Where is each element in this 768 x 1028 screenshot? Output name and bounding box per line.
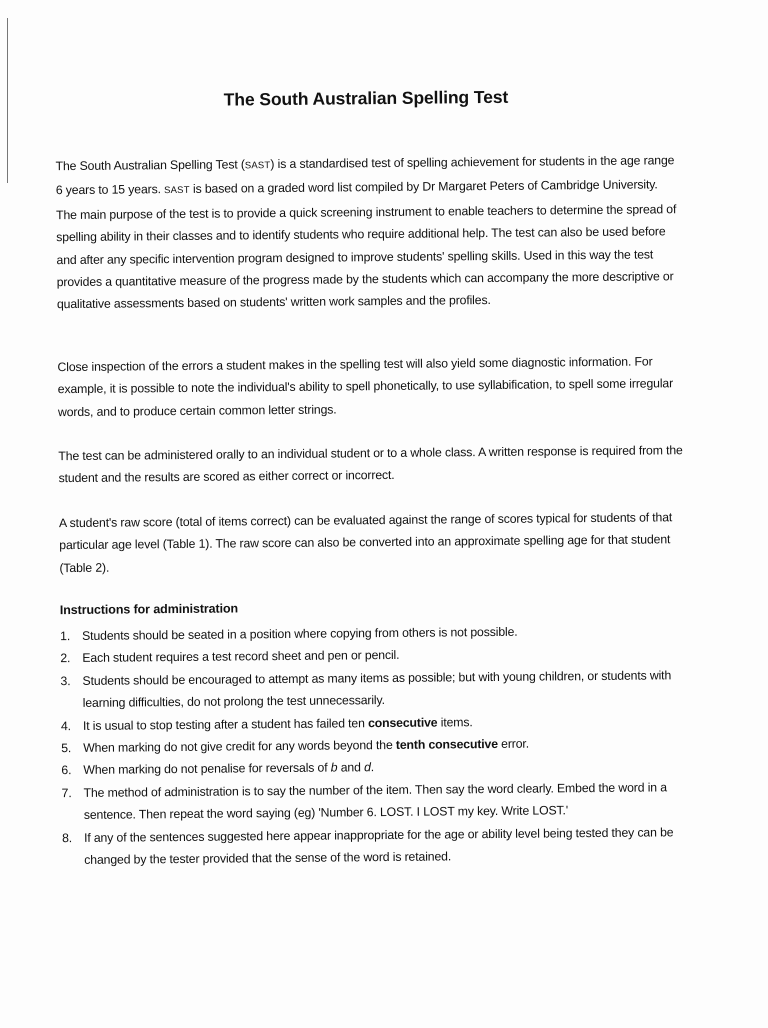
list-item — [61, 776, 686, 827]
sast-abbreviation: SAST — [244, 160, 271, 172]
list-item-text: error. — [497, 736, 530, 751]
intro-text-3: is based on a graded word list compiled by Dr Margaret Peters of Cambridge University. The main purpose of the test is to provide a quick screening instrument to enable teachers to determine the spread of spelling ability in their classes and to identify students who require additional help. The test can also be used before and after any specific intervention program designed to improve students' spelling skills. Used in this way the test provides a quantitative measure of the progress made by the students which can accompany the more descriptive or qualitative assessments based on students' written work samples and the profiles. — [55, 177, 677, 312]
list-item-text: When marking do not penalise for reversals of — [83, 760, 331, 778]
list-item-text: If any of the sentences suggested here appear inappropriate for the age or ability level being tested they can be changed by the tester provided that the sense of the word is retained. — [83, 824, 674, 867]
list-item-number: 7. — [61, 785, 72, 800]
italic-letter: b — [330, 760, 338, 775]
list-item-text: Students should be seated in a position where copying from others is not possible. — [82, 624, 518, 643]
list-item-text: The method of administration is to say the number of the item. Then say the word clearly. Embed the word in a sentence. Then repeat the word saying (eg) 'Number 6. LOST. I LOST my key. Write LOST.' — [83, 780, 667, 823]
list-item-text: Students should be encouraged to attempt as many items as possible; but with young children, or students with learning difficulties, do not prolong the test unnecessarily. — [82, 668, 672, 711]
italic-letter: d — [363, 760, 371, 775]
list-item-number: 4. — [60, 718, 71, 733]
intro-paragraph — [55, 149, 682, 316]
diagnostic-paragraph: Close inspection of the errors a student makes in the spelling test will also yield some diagnostic information. For example, it is possible to note the individual's ability to spell phonetically, to use syllabification, to spell some irregular words, and to produce certain common letter strings. — [57, 354, 674, 419]
list-item-text: Each student requires a test record sheet and pen or pencil. — [82, 648, 400, 666]
list-item-text: . — [370, 760, 375, 775]
list-item-number: 2. — [60, 651, 71, 666]
administration-paragraph: The test can be administered orally to an individual student or to a whole class. A written response is required from the student and the results are scored as either correct or incorrect. — [58, 443, 683, 486]
list-item-number: 6. — [61, 763, 72, 778]
raw-score-paragraph: A student's raw score (total of items correct) can be evaluated against the range of scores typical for students of that particular age level (Table 1). The raw score can also be converted into an approximate spelling age for that student (Table 2). — [58, 510, 673, 575]
list-item-number: 5. — [61, 741, 72, 756]
intro-text-1: The South Australian Spelling Test ( — [55, 157, 245, 174]
list-item — [62, 821, 687, 872]
emphasis-text: consecutive — [367, 715, 438, 730]
list-item-number: 8. — [61, 830, 73, 845]
intro-text-2: ) is a standardised test of spelling achievement for students in the age range 6 years to 15 years. — [55, 153, 675, 198]
document-title: The South Australian Spelling Test — [223, 86, 509, 110]
sast-abbreviation: SAST — [164, 185, 190, 197]
emphasis-text: tenth consecutive — [395, 736, 498, 752]
list-item-number: 1. — [60, 629, 71, 644]
list-item-text: It is usual to stop testing after a student has failed ten — [82, 715, 369, 733]
list-item-text: When marking do not give credit for any words beyond the — [83, 737, 396, 755]
list-item-text: and — [337, 760, 365, 775]
list-item-text: items. — [437, 714, 473, 730]
instructions-list — [60, 619, 687, 871]
list-item — [60, 664, 685, 715]
list-item-number: 3. — [60, 673, 71, 688]
instructions-heading: Instructions for administration — [59, 601, 239, 618]
